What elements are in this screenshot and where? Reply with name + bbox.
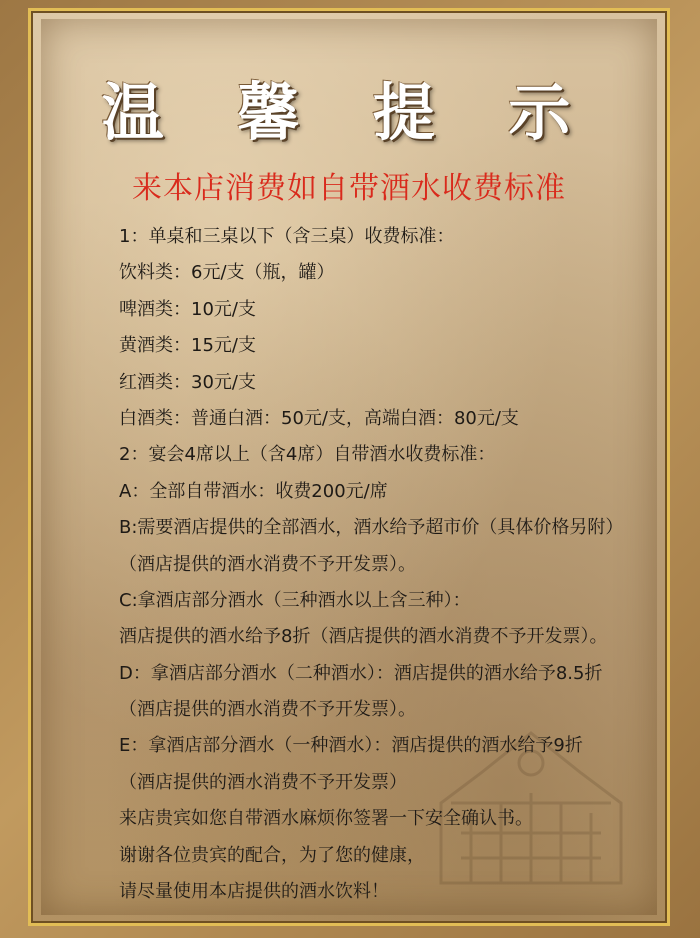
poster-frame [28,8,670,926]
rule-line-yellow-wine: 黄酒类：15元/支 [119,335,256,357]
rule-line-2: 2：宴会4席以上（含4席）自带酒水收费标准： [119,444,496,466]
page-subtitle: 来本店消费如自带酒水收费标准 [132,171,566,206]
rule-line-d: D：拿酒店部分酒水（二种酒水）：酒店提供的酒水给予8.5折 [119,662,603,684]
rule-line-e-note: （酒店提供的酒水消费不予开发票） [119,771,407,793]
rule-line-beer: 啤酒类：10元/支 [119,298,256,320]
closing-line-3: 请尽量使用本店提供的酒水饮料！ [119,881,389,903]
rule-line-a: A：全部自带酒水：收费200元/席 [119,480,388,502]
rule-line-1: 1：单桌和三桌以下（含三桌）收费标准： [119,226,455,247]
rule-line-e: E：拿酒店部分酒水（一种酒水）：酒店提供的酒水给予9折 [119,735,583,757]
rule-line-b-note: （酒店提供的酒水消费不予开发票）。 [119,553,416,575]
page-title: 温 馨 提 示 [101,76,597,149]
rule-line-d-note: （酒店提供的酒水消费不予开发票）。 [119,699,416,721]
rule-line-c: C:拿酒店部分酒水（三种酒水以上含三种）： [119,589,471,611]
rule-line-c-detail: 酒店提供的酒水给予8折（酒店提供的酒水消费不予开发票）。 [119,626,608,648]
closing-line-1: 来店贵宾如您自带酒水麻烦你签署一下安全确认书。 [119,808,533,830]
rule-line-b: B:需要酒店提供的全部酒水，酒水给予超市价（具体价格另附） [119,517,624,539]
rule-line-red-wine: 红酒类：30元/支 [119,371,256,393]
rule-line-baijiu: 白酒类：普通白酒：50元/支，高端白酒：80元/支 [119,407,519,429]
rule-line-beverages: 饮料类：6元/支（瓶，罐） [119,262,335,284]
closing-line-2: 谢谢各位贵宾的配合，为了您的健康， [119,844,425,866]
fee-rules-list [119,223,699,914]
